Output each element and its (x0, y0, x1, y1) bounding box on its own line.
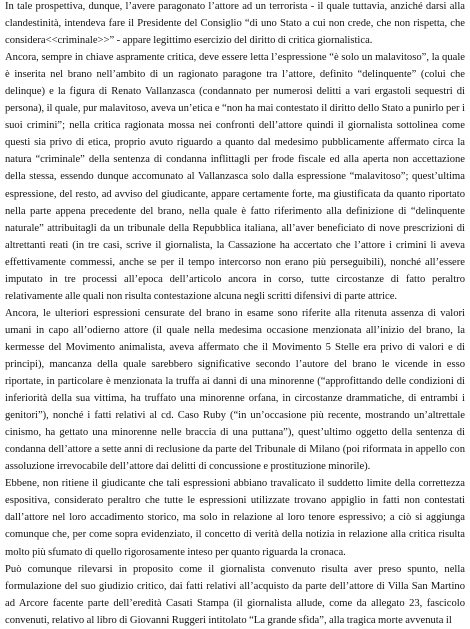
document-page (5, 0, 465, 626)
paragraph-malavitoso: Ancora, sempre in chiave aspramente critica, deve essere letta l’espressione “è solo un malavitoso”, la quale è inserita nel brano nell’ambito di un ragionato paragone tra l’attore, definito “delinquente” (colui che delinque) e la figura di Renato Vallanzasca (condannato per numerosi delitti a vari ergastoli sequestri di persona), il quale, pur malavitoso, aveva un’etica e “non ha mai contestato il diritto dello Stato a punirlo per i suoi crimini”; nella critica ragionata mossa nei confronti dell’attore quindi il giornalista sottolinea come questi sia privo di etica, proprio avuto riguardo a quanto dal medesimo pubblicamente affermato circa la natura “criminale” della sentenza di condanna inflittagli per frode fiscale ed alla aperta non accettazione della stessa, essendo dunque accomunato al Vallanzasca solo dalla espressione “malavitoso”; quest’ultima espressione, del resto, ad avviso del giudicante, appare certamente forte, ma giustificata da quanto riportato nella parte appena precedente del brano, nella quale è fatto riferimento alla definizione di “delinquente naturale” attribuitagli da un tribunale della Repubblica italiana, all’aver beneficiato di nove prescrizioni di altrettanti reati (in tre casi, scrive il giornalista, la Cassazione ha accertato che l’attore i crimini li aveva effettivamente commessi, anche se per il tempo intercorso non erano più perseguibili), nonché all’essere imputato in tre processi all’epoca dell’articolo ancora in corso, tutte circostanze di fatto peraltro relativamente alle quali non risulta contestazione alcuna negli scritti difensivi di parte attrice. (5, 52, 465, 302)
paragraph-villa-san-martino: Può comunque rilevarsi in proposito come il giornalista convenuto risulta aver preso spunto, nella formulazione del suo giudizio critico, dai fatti relativi all’acquisto da parte dell’attore di Villa San Martino ad Arcore facente parte dell’eredità Casati Stampa (il giornalista allude, come da allegato 23, fascicolo convenuti, relativo al libro di Giovanni Ruggeri intitolato “La grande sfida”, alla tragica morte avvenuta il (5, 563, 465, 626)
paragraph-valori-umani: Ancora, le ulteriori espressioni censurate del brano in esame sono riferite alla ritenuta assenza di valori umani in capo all’odierno attore (il quale nella medesima occasione menzionata all’inizio del brano, la kermesse del Movimento animalista, aveva affermato che il Movimento 5 Stelle era privo di valori e di principi), mancanza della quale sarebbero significative secondo l’autore del brano le vicende in esso riportate, in particolare è menzionata la truffa ai danni di una minorenne (“approfittando delle condizioni di inferiorità della sua vittima, ha truffato una minorenne orfana, in circostanze drammatiche, di entrambi i genitori”), nonché i fatti relativi al cd. Caso Ruby (“in un’occasione più recente, mostrando un’altrettale cinismo, ha gettato una minorenne nelle braccia di una puttana”), quest’ultimo oggetto della sentenza di condanna dell’attore a sette anni di reclusione da parte del Tribunale di Milano (poi riformata in appello con assoluzione irrevocabile dell’attore dai delitti di concussione e prostituzione minorile). (5, 307, 465, 473)
paragraph-correttezza-espositiva: Ebbene, non ritiene il giudicante che tali espressioni abbiano travalicato il suddetto limite della correttezza espositiva, considerato peraltro che tutte le espressioni utilizzate trovano appiglio in fatti non contestati dall’attore nel loro accadimento storico, ma solo in relazione al loro tenore espressivo; a ciò si aggiunga comunque che, per come sopra evidenziato, il concetto di verità della notizia in relazione alla critica risulta molto più sfumato di quello rigorosamente inteso per quanto riguarda la cronaca. (5, 478, 465, 558)
paragraph-terrorista: In tale prospettiva, dunque, l’avere paragonato l’attore ad un terrorista - il quale tuttavia, anziché darsi alla clandestinità, intendeva fare il Presidente del Consiglio “di uno Stato a cui non crede, che non rispetta, che considera<<criminale>>” - appare legittimo esercizio del diritto di critica giornalistica. (5, 1, 465, 47)
